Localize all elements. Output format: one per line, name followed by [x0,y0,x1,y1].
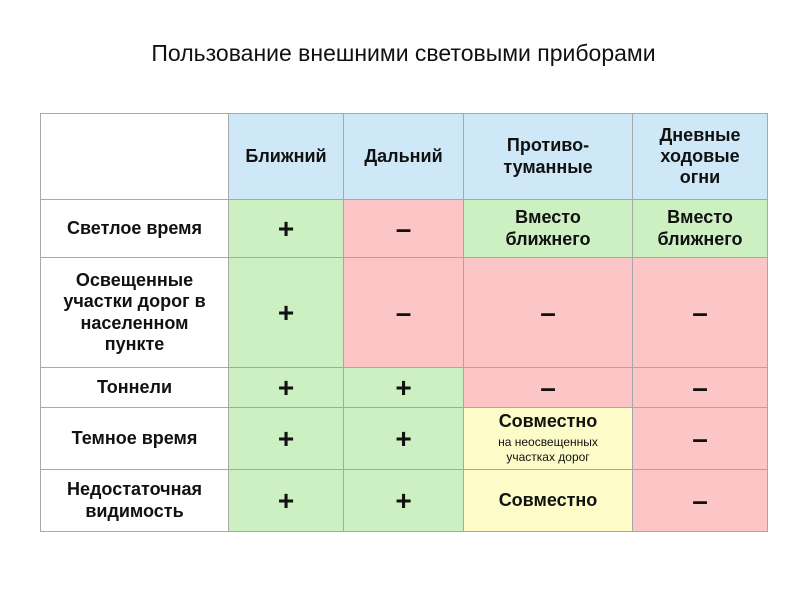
table-cell: Вместо ближнего [633,200,768,258]
column-header-high-beam: Дальний [344,114,464,200]
table-row [41,200,768,258]
lighting-usage-table [40,113,768,532]
table-cell: + [229,368,344,408]
table-cell: – [344,200,464,258]
table-row [41,408,768,470]
column-header-fog-lights: Противо- туманные [464,114,633,200]
table-cell: – [464,258,633,368]
row-label: Освещенные участки дорог в населенном пункте [41,258,229,368]
table-row [41,368,768,408]
table-cell: + [344,470,464,532]
table-cell: Совместно [464,470,633,532]
cell-note: на неосвещенных участках дорог [498,434,598,465]
table-cell: – [464,368,633,408]
table-cell: Совместно на неосвещенных участках дорог [464,408,633,470]
table-cell: + [344,408,464,470]
table-cell: – [633,258,768,368]
row-label: Тоннели [41,368,229,408]
page-title: Пользование внешними световыми приборами [151,40,656,66]
table-cell: – [633,470,768,532]
table-cell: Вместо ближнего [464,200,633,258]
header-row [41,114,768,200]
row-label: Светлое время [41,200,229,258]
column-header-daytime-running-lights: Дневные ходовые огни [633,114,768,200]
table-cell: – [344,258,464,368]
table-row [41,258,768,368]
row-label: Темное время [41,408,229,470]
table-cell: + [229,408,344,470]
corner-cell [41,114,229,200]
table-row [41,470,768,532]
row-label: Недостаточная видимость [41,470,229,532]
table-cell: + [229,470,344,532]
table-cell: + [344,368,464,408]
table-cell: + [229,258,344,368]
table-cell: – [633,408,768,470]
table-cell: + [229,200,344,258]
column-header-low-beam: Ближний [229,114,344,200]
table-cell: – [633,368,768,408]
